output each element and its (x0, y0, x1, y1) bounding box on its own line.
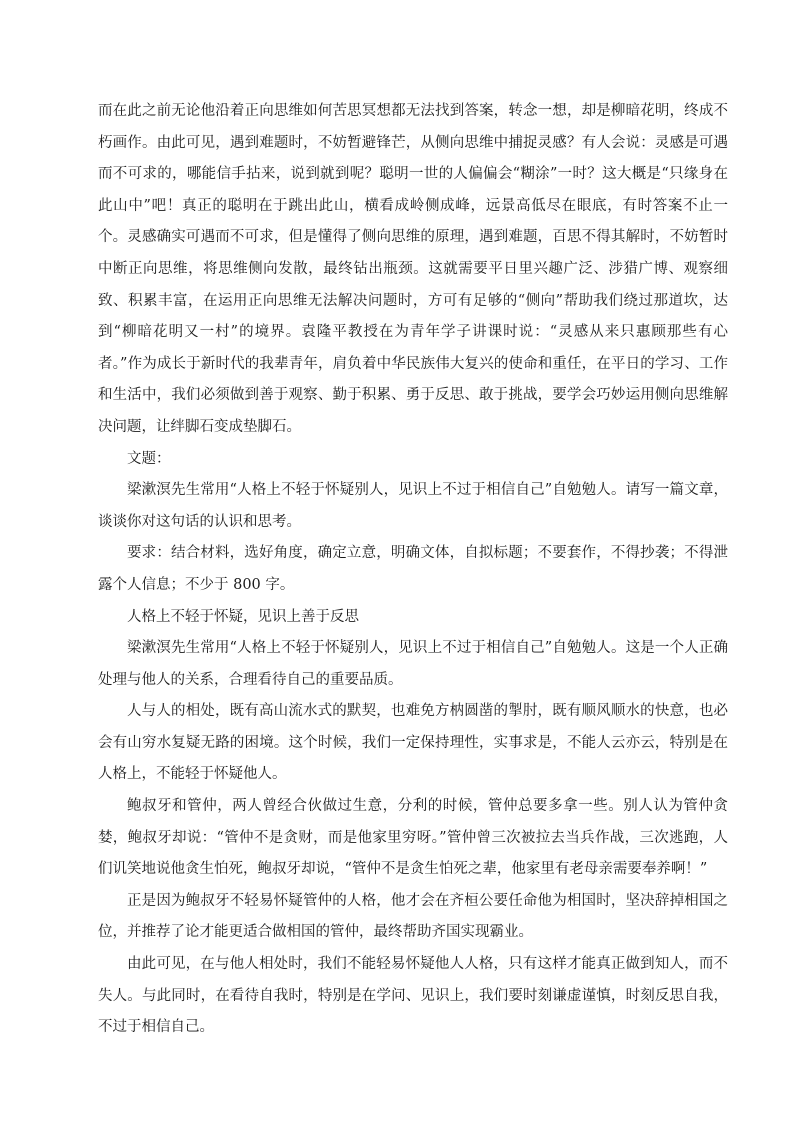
essay-title: 人格上不轻于怀疑，见识上善于反思 (127, 608, 359, 625)
paragraph-prompt-text: 梁漱溟先生常用“人格上不轻于怀疑别人，见识上不过于相信自己”自勉勉人。请写一篇文章，谈谈你对这句话的认识和思考。 (98, 482, 728, 530)
paragraph-essay-body-4: 由此可见，在与他人相处时，我们不能轻易怀疑他人人格，只有这样才能真正做到知人，而不失人。与此同时，在看待自我时，特别是在学问、见识上，我们要时刻谦虚谨慎，时刻反思自我，不过于相信自己。 (98, 956, 728, 1036)
paragraph-essay-intro: 梁漱溟先生常用“人格上不轻于怀疑别人，见识上不过于相信自己”自勉勉人。这是一个人正确处理与他人的关系，合理看待自己的重要品质。 (98, 640, 728, 688)
document-body (98, 96, 728, 1044)
paragraph-essay-body-2: 鲍叔牙和管仲，两人曾经合伙做过生意，分利的时候，管仲总要多拿一些。别人认为管仲贪婪，鲍叔牙却说：“管仲不是贪财，而是他家里穷呀。”管仲曾三次被拉去当兵作战，三次逃跑，人们讥笑地说他贪生怕死，鲍叔牙却说，“管仲不是贪生怕死之辈，他家里有老母亲需要奉养啊！” (98, 798, 728, 878)
paragraph-essay-continuation: 而在此之前无论他沿着正向思维如何苦思冥想都无法找到答案，转念一想，却是柳暗花明，终成不朽画作。由此可见，遇到难题时，不妨暂避锋芒，从侧向思维中捕捉灵感？有人会说：灵感是可遇而不可求的，哪能信手拈来，说到就到呢？聪明一世的人偏偏会“糊涂”一时？这大概是“只缘身在此山中”吧！真正的聪明在于跳出此山，横看成岭侧成峰，远景高低尽在眼底，有时答案不止一个。灵感确实可遇而不可求，但是懂得了侧向思维的原理，遇到难题，百思不得其解时，不妨暂时中断正向思维，将思维侧向发散，最终钻出瓶颈。这就需要平日里兴趣广泛、涉猎广博、观察细致、积累丰富，在运用正向思维无法解决问题时，方可有足够的“侧向”帮助我们绕过那道坎，达到“柳暗花明又一村”的境界。袁隆平教授在为青年学子讲课时说：“灵感从来只惠顾那些有心者。”作为成长于新时代的我辈青年，肩负着中华民族伟大复兴的使命和重任，在平日的学习、工作和生活中，我们必须做到善于观察、勤于积累、勇于反思、敢于挑战，要学会巧妙运用侧向思维解决问题，让绊脚石变成垫脚石。 (98, 103, 728, 435)
paragraph-requirements: 要求：结合材料，选好角度，确定立意，明确文体，自拟标题；不要套作，不得抄袭；不得泄露个人信息；不少于 800 字。 (98, 545, 728, 593)
paragraph-essay-body-3: 正是因为鲍叔牙不轻易怀疑管仲的人格，他才会在齐桓公要任命他为相国时，坚决辞掉相国之位，并推荐了论才能更适合做相国的管仲，最终帮助齐国实现霸业。 (98, 892, 728, 941)
paragraph-prompt-heading: 文题： (127, 450, 171, 467)
paragraph-essay-body-1: 人与人的相处，既有高山流水式的默契，也难免方枘圆凿的掣肘，既有顺风顺水的快意，也必会有山穷水复疑无路的困境。这个时候，我们一定保持理性，实事求是，不能人云亦云，特别是在人格上，不能轻于怀疑他人。 (98, 703, 728, 783)
